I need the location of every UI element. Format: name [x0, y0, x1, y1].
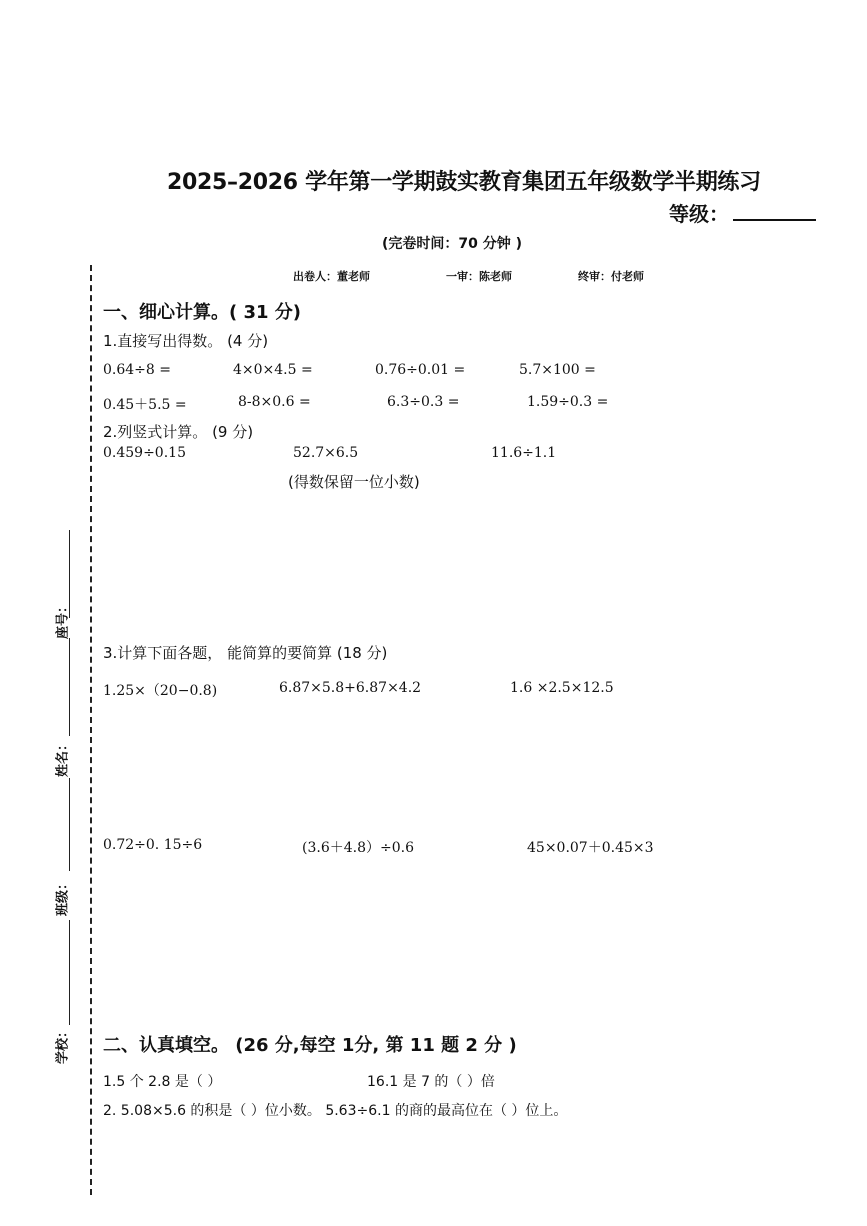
- name-label: 姓名：: [55, 738, 71, 778]
- school-label: 学校：: [55, 1025, 71, 1065]
- first-reviewer-label: 一审：陈老师: [446, 270, 512, 283]
- fill-blank-question: 16.1 是 7 的（ ）倍: [367, 1074, 495, 1090]
- simplify-calc-item: 6.87×5.8+6.87×4.2: [279, 680, 422, 696]
- simplify-calc-item: 45×0.07＋0.45×3: [527, 840, 654, 856]
- vertical-calc-item: 11.6÷1.1: [491, 445, 557, 461]
- setter-label: 出卷人：董老师: [293, 270, 370, 283]
- oral-calc-item: 0.45＋5.5 =: [103, 397, 187, 413]
- fill-blank-question: 1.5 个 2.8 是（ ）: [103, 1074, 222, 1090]
- name-blank-line: [69, 638, 70, 736]
- oral-calc-item: 5.7×100 =: [519, 362, 596, 378]
- simplify-calc-item: 1.25×（20−0.8): [103, 683, 218, 699]
- class-label: 班级：: [55, 877, 71, 917]
- oral-calc-item: 1.59÷0.3 =: [527, 394, 609, 410]
- simplify-calc-item: (3.6＋4.8）÷0.6: [302, 840, 414, 856]
- binding-dashed-line: [90, 265, 92, 1195]
- grade-blank-line: [733, 219, 816, 221]
- rounding-note: (得数保留一位小数): [288, 473, 420, 491]
- grade-label: 等级：: [669, 202, 729, 226]
- part-2-title: 2.列竖式计算。 (9 分): [103, 423, 254, 441]
- section-1-heading: 一、细心计算。( 31 分): [103, 302, 302, 323]
- oral-calc-item: 6.3÷0.3 =: [387, 394, 460, 410]
- oral-calc-item: 0.76÷0.01 =: [375, 362, 466, 378]
- simplify-calc-item: 1.6 ×2.5×12.5: [510, 680, 614, 696]
- oral-calc-item: 0.64÷8 =: [103, 362, 171, 378]
- part-1-title: 1.直接写出得数。 (4 分): [103, 332, 269, 350]
- class-blank-line: [69, 778, 70, 871]
- exam-time-note: (完卷时间：70 分钟 ): [382, 236, 523, 252]
- school-blank-line: [69, 920, 70, 1025]
- oral-calc-item: 4×0×4.5 =: [233, 362, 313, 378]
- fill-blank-question: 2. 5.08×5.6 的积是（ ）位小数。 5.63÷6.1 的商的最高位在（ ）位上。: [103, 1103, 568, 1119]
- exam-title: 2025–2026 学年第一学期鼓实教育集团五年级数学半期练习: [167, 170, 761, 195]
- vertical-calc-item: 52.7×6.5: [293, 445, 359, 461]
- seat-label: 座号：: [55, 600, 71, 640]
- part-3-title: 3.计算下面各题， 能简算的要简算 (18 分): [103, 644, 388, 662]
- oral-calc-item: 8-8×0.6 =: [238, 394, 311, 410]
- simplify-calc-item: 0.72÷0. 15÷6: [103, 837, 203, 853]
- final-reviewer-label: 终审：付老师: [578, 270, 644, 283]
- section-2-heading: 二、认真填空。 (26 分,每空 1分, 第 11 题 2 分 ): [103, 1035, 517, 1056]
- vertical-calc-item: 0.459÷0.15: [103, 445, 186, 461]
